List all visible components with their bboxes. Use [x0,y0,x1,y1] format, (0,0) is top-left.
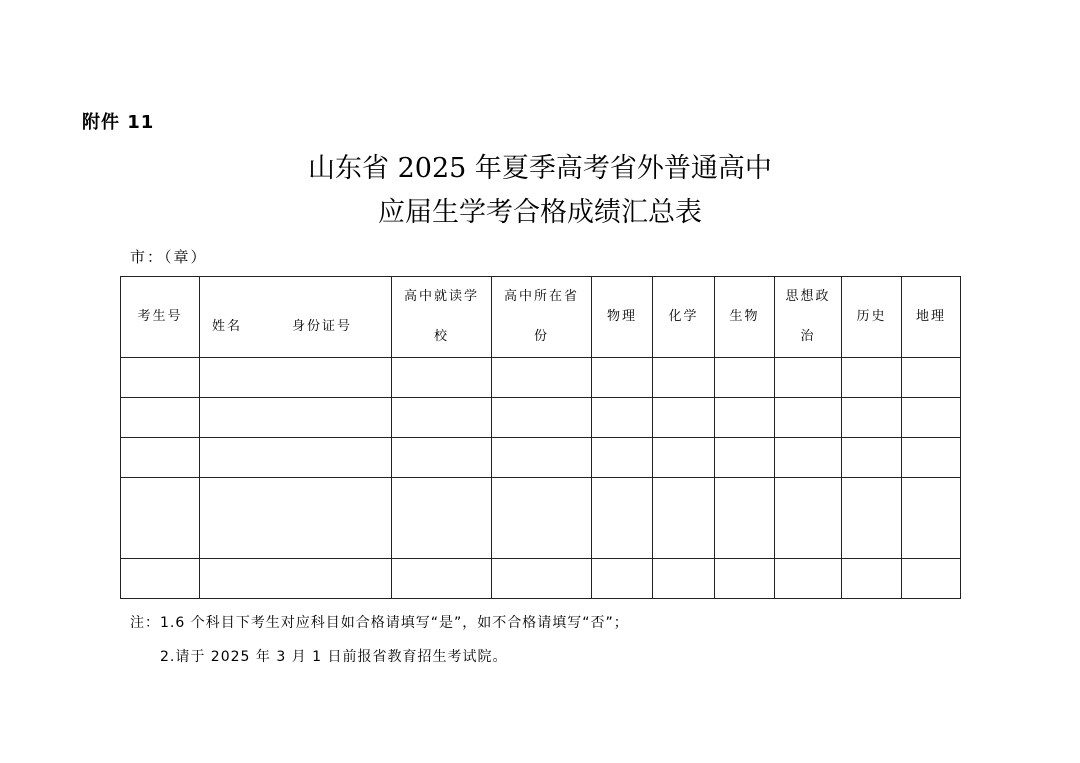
header-name: 姓名 [212,319,243,334]
table-cell[interactable] [842,358,902,398]
table-cell[interactable] [653,398,715,438]
table-header-row [121,277,961,358]
table-cell[interactable] [592,398,653,438]
table-cell[interactable] [902,398,961,438]
header-name-id [200,277,392,358]
table-cell[interactable] [715,478,775,559]
header-province: 高中所在省 份 [492,277,592,358]
table-cell[interactable] [492,398,592,438]
header-id-no: 身份证号 [292,319,353,334]
table-cell[interactable] [200,559,392,599]
table-cell[interactable] [842,559,902,599]
table-cell[interactable] [653,478,715,559]
table-cell[interactable] [121,478,200,559]
table-cell[interactable] [392,559,492,599]
table-cell[interactable] [492,358,592,398]
table-cell[interactable] [842,398,902,438]
header-school: 高中就读学 校 [392,277,492,358]
table-cell[interactable] [902,478,961,559]
document-title-line1: 山东省 2025 年夏季高考省外普通高中 [308,153,772,184]
table-cell[interactable] [392,398,492,438]
table-cell[interactable] [200,478,392,559]
note-line-1: 注：1.6 个科目下考生对应科目如合格请填写“是”，如不合格请填写“否”； [130,615,629,631]
table-cell[interactable] [200,398,392,438]
table-cell[interactable] [653,358,715,398]
score-summary-table [120,276,961,599]
table-cell[interactable] [392,478,492,559]
table-row [121,478,961,559]
header-geography: 地理 [902,277,961,358]
table-cell[interactable] [775,559,842,599]
table-cell[interactable] [715,438,775,478]
table-cell[interactable] [592,478,653,559]
table-cell[interactable] [902,559,961,599]
table-cell[interactable] [200,438,392,478]
table-cell[interactable] [492,559,592,599]
table-cell[interactable] [592,438,653,478]
note-line-2: 2.请于 2025 年 3 月 1 日前报省教育招生考试院。 [160,649,508,665]
table-cell[interactable] [121,358,200,398]
attachment-label: 附件 11 [82,112,155,133]
table-cell[interactable] [715,398,775,438]
table-cell[interactable] [653,438,715,478]
table-cell[interactable] [592,559,653,599]
header-physics: 物理 [592,277,653,358]
table-cell[interactable] [121,398,200,438]
document-title-line2: 应届生学考合格成绩汇总表 [378,197,702,228]
table-cell[interactable] [715,559,775,599]
header-biology: 生物 [715,277,775,358]
table-cell[interactable] [653,559,715,599]
table-row [121,358,961,398]
table-cell[interactable] [492,478,592,559]
header-politics: 思想政 治 [775,277,842,358]
table-cell[interactable] [121,438,200,478]
table-cell[interactable] [842,438,902,478]
table-cell[interactable] [121,559,200,599]
table-cell[interactable] [902,438,961,478]
table-cell[interactable] [715,358,775,398]
table-cell[interactable] [492,438,592,478]
table-row [121,398,961,438]
table-cell[interactable] [775,478,842,559]
table-cell[interactable] [902,358,961,398]
table-row [121,559,961,599]
table-cell[interactable] [775,358,842,398]
table-cell[interactable] [775,398,842,438]
header-chemistry: 化学 [653,277,715,358]
table-cell[interactable] [392,438,492,478]
city-seal-label: 市：（章） [130,248,208,266]
table-cell[interactable] [392,358,492,398]
header-history: 历史 [842,277,902,358]
table-row [121,438,961,478]
table-cell[interactable] [200,358,392,398]
table-cell[interactable] [775,438,842,478]
table-cell[interactable] [592,358,653,398]
table-cell[interactable] [842,478,902,559]
header-exam-no: 考生号 [121,277,200,358]
